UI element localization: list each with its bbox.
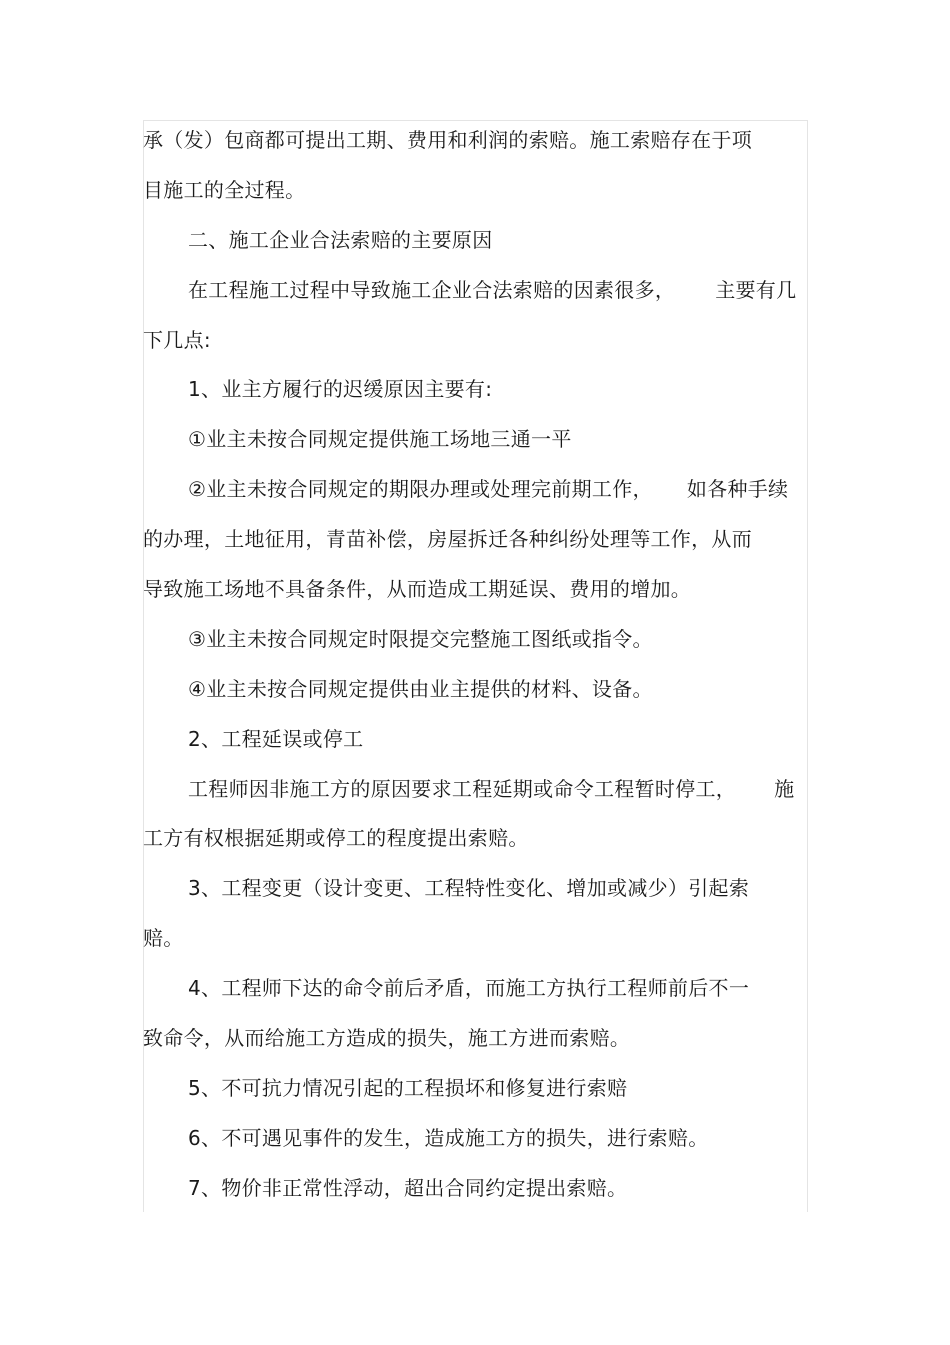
list-heading: 4、工程师下达的命令前后矛盾，而施工方执行工程师前后不一 bbox=[188, 976, 750, 1001]
list-heading: 2、工程延误或停工 bbox=[188, 726, 364, 751]
paragraph-line bbox=[143, 268, 808, 318]
paragraph-line: 致命令，从而给施工方造成的损失，施工方进而索赔。 bbox=[143, 1026, 631, 1051]
list-heading: 1、业主方履行的迟缓原因主要有: bbox=[188, 377, 493, 402]
section-heading: 二、施工企业合法索赔的主要原因 bbox=[188, 227, 493, 252]
paragraph-text: ②业主未按合同规定的期限办理或处理完前期工作， bbox=[188, 477, 653, 502]
list-item: ①业主未按合同规定提供施工场地三通一平 bbox=[188, 427, 572, 452]
list-heading: 6、不可遇见事件的发生，造成施工方的损失，进行索赔。 bbox=[188, 1125, 709, 1150]
paragraph-line: 目施工的全过程。 bbox=[143, 177, 306, 202]
paragraph-text: 在工程施工过程中导致施工企业合法索赔的因素很多， bbox=[188, 277, 676, 302]
paragraph-line: 的办理，土地征用，青苗补偿，房屋拆迁各种纠纷处理等工作，从而 bbox=[143, 527, 752, 552]
list-heading: 5、不可抗力情况引起的工程损坏和修复进行索赔 bbox=[188, 1075, 628, 1100]
paragraph-line bbox=[143, 767, 808, 817]
paragraph-line: 导致施工场地不具备条件，从而造成工期延误、费用的增加。 bbox=[143, 577, 692, 602]
paragraph-text: 主要有几 bbox=[715, 277, 797, 302]
paragraph-text: 工程师因非施工方的原因要求工程延期或命令工程暂时停工， bbox=[188, 776, 737, 801]
list-item: ④业主未按合同规定提供由业主提供的材料、设备。 bbox=[188, 676, 653, 701]
paragraph-line: 下几点: bbox=[143, 327, 211, 352]
paragraph-text: 施 bbox=[774, 776, 795, 801]
paragraph-line: 承（发）包商都可提出工期、费用和利润的索赔。施工索赔存在于项 bbox=[143, 128, 752, 152]
paragraph-text: 如各种手续 bbox=[686, 477, 789, 502]
list-heading: 3、工程变更（设计变更、工程特性变化、增加或减少）引起索 bbox=[188, 876, 750, 901]
list-heading: 7、物价非正常性浮动，超出合同约定提出索赔。 bbox=[188, 1175, 628, 1200]
document-page bbox=[143, 118, 808, 1216]
list-item: ③业主未按合同规定时限提交完整施工图纸或指令。 bbox=[188, 626, 653, 651]
paragraph-line: 赔。 bbox=[143, 926, 184, 951]
paragraph-line: 工方有权根据延期或停工的程度提出索赔。 bbox=[143, 826, 529, 851]
list-item bbox=[143, 467, 808, 517]
